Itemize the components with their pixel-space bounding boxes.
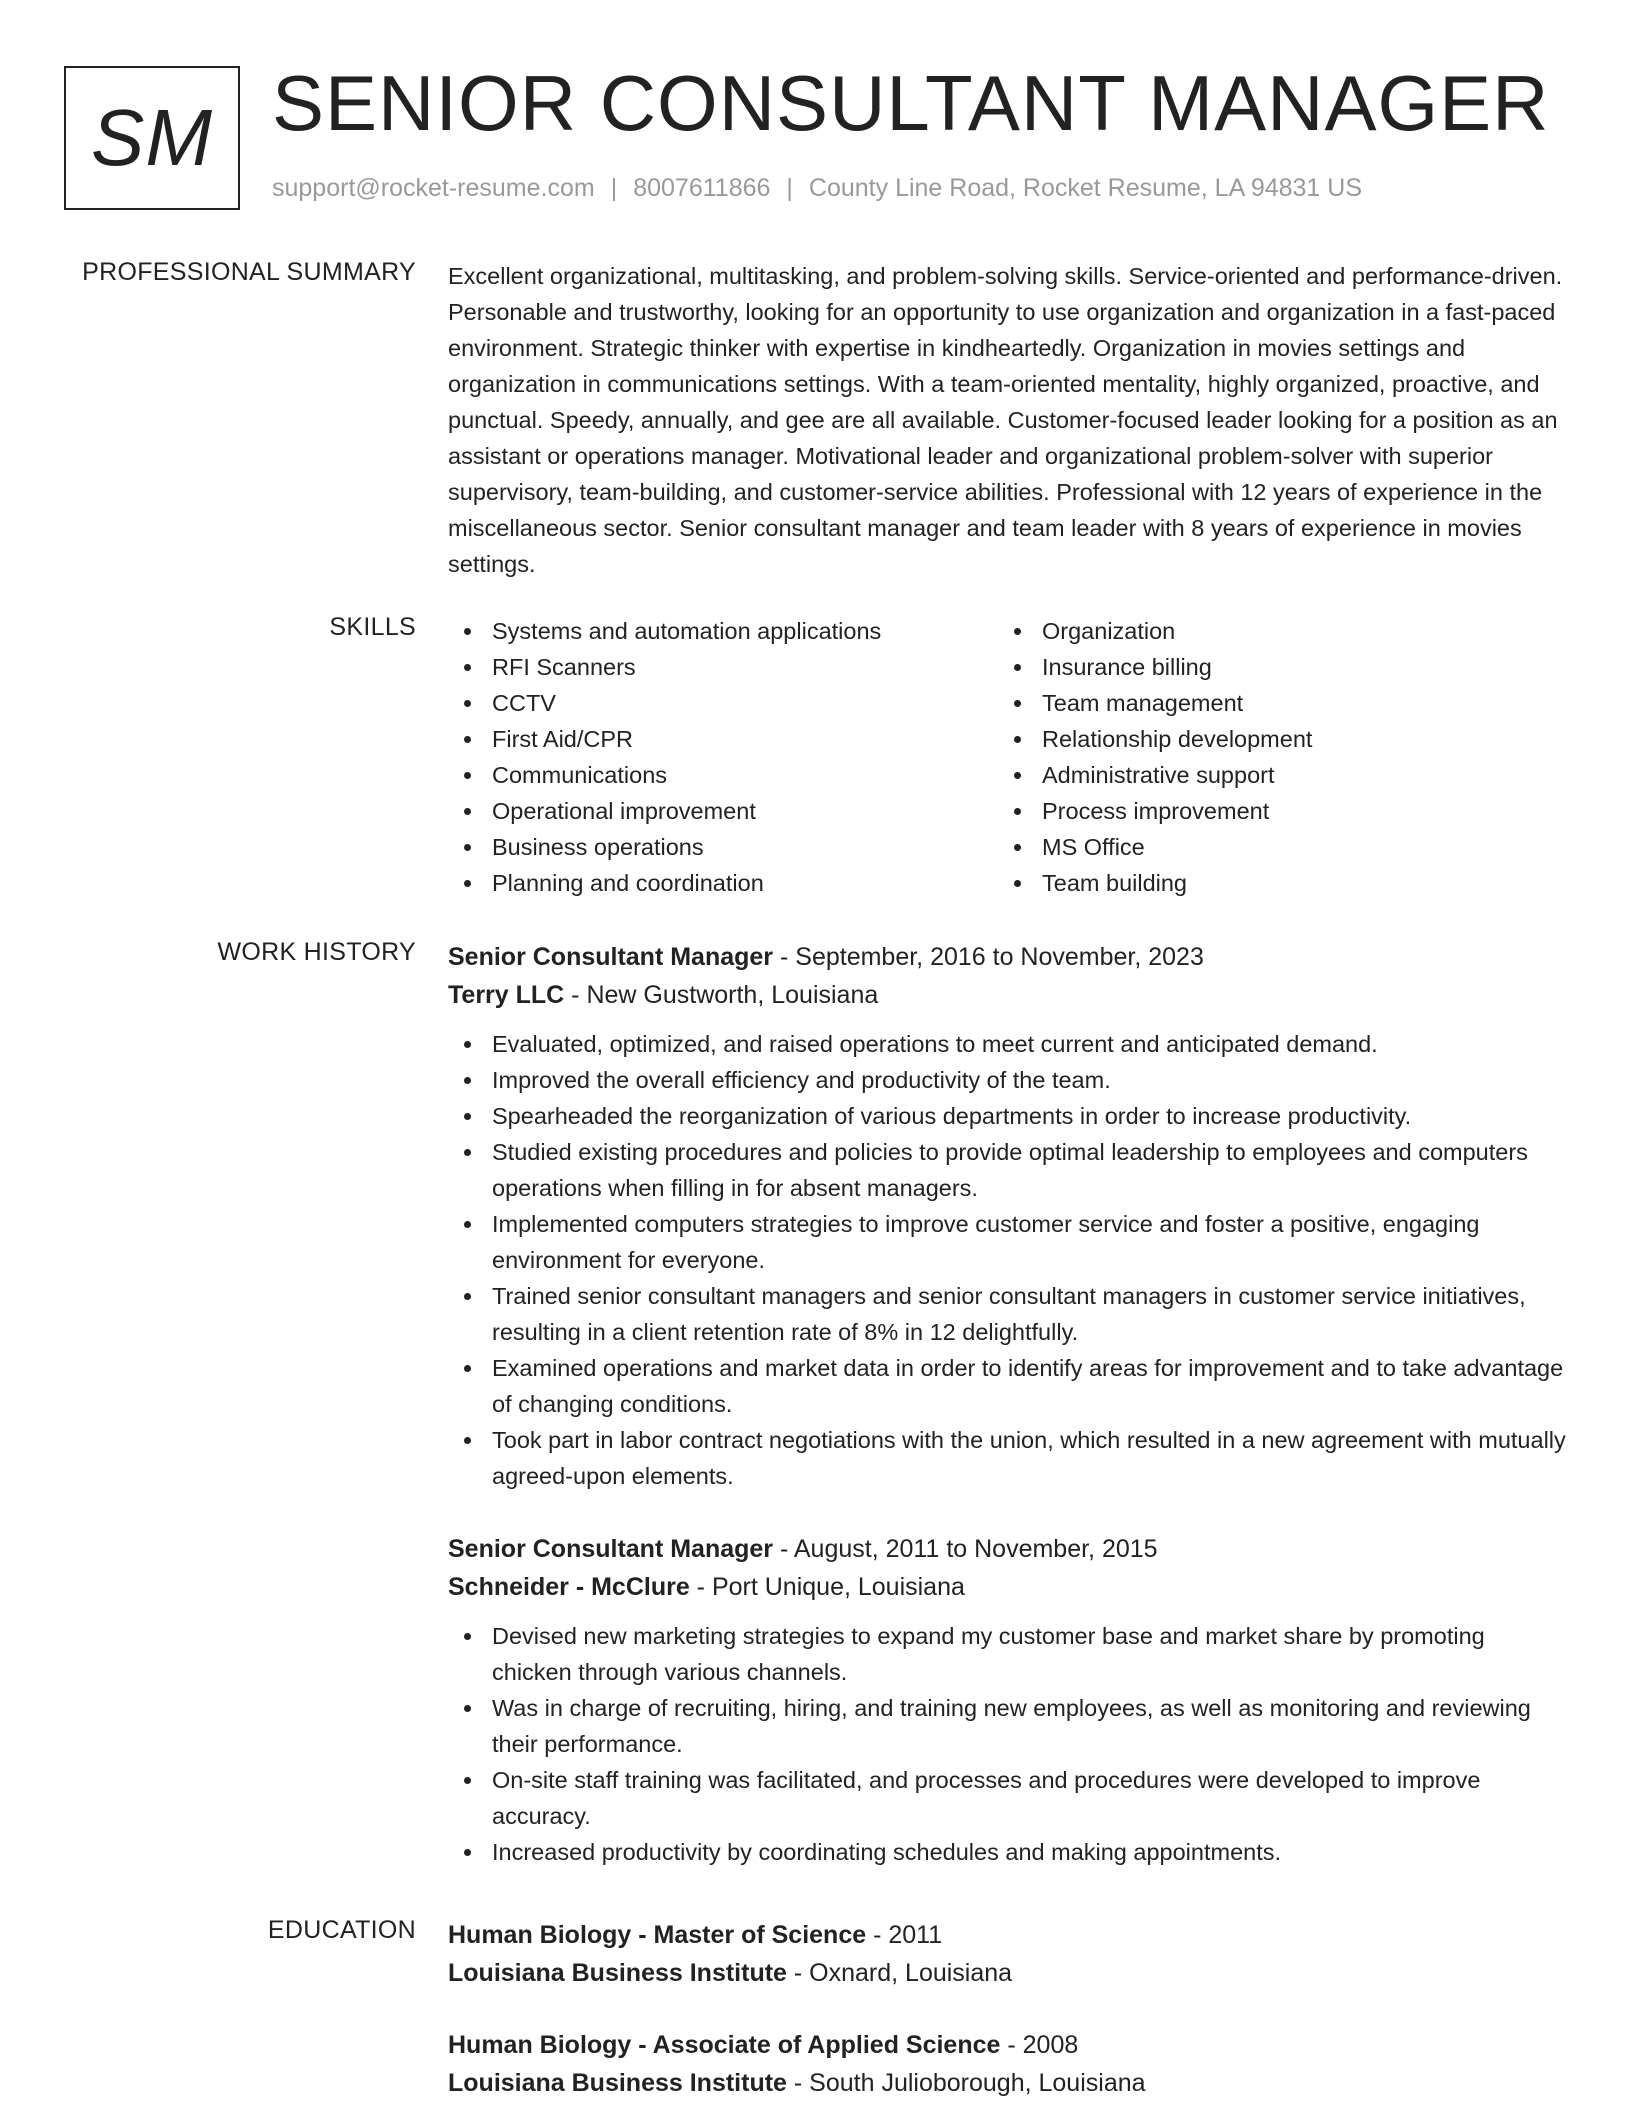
- summary-text: Excellent organizational, multitasking, and problem-solving skills. Service-oriented and performance-driven. Personable and trustworthy, looking for an opportunity to use organization and organization in a fast-paced environment. Strategic thinker with expertise in kindheartedly. Organization in movies settings and organization in communications settings. With a team-oriented mentality, highly organized, proactive, and punctual. Speedy, annually, and gee are all available. Customer-focused leader looking for a position as an assistant or operations manager. Motivational leader and organizational problem-solver with superior supervisory, team-building, and customer-service abilities. Professional with 12 years of experience in the miscellaneous sector. Senior consultant manager and team leader with 8 years of experience in movies settings.: [448, 263, 1563, 577]
- education-degree-line: [448, 2026, 1568, 2064]
- skill-item: Communications: [448, 757, 998, 793]
- job-company: Terry LLC: [448, 981, 565, 1009]
- education-year: - 2008: [1000, 2031, 1079, 2059]
- education-degree: Human Biology - Associate of Applied Science: [448, 2031, 1001, 2059]
- job-bullet: On-site staff training was facilitated, and processes and procedures were developed to improve accuracy.: [448, 1762, 1568, 1834]
- job-bullet: Was in charge of recruiting, hiring, and training new employees, as well as monitoring and reviewing their performance.: [448, 1690, 1568, 1762]
- contact-line: [272, 174, 1362, 203]
- skills-list-right: [998, 613, 1548, 901]
- skill-item: Administrative support: [998, 757, 1548, 793]
- monogram-initials: SM: [91, 93, 213, 182]
- education-school-line: [448, 2064, 1568, 2102]
- education-location: - South Julioborough, Louisiana: [786, 2069, 1146, 2097]
- education-school-line: [448, 1954, 1568, 1992]
- job-role: Senior Consultant Manager: [448, 943, 774, 971]
- job-company-line: [448, 1568, 1568, 1606]
- job-location: - New Gustworth, Louisiana: [564, 981, 879, 1009]
- education-entry: [448, 2026, 1568, 2102]
- skill-item: Business operations: [448, 829, 998, 865]
- skill-item: Process improvement: [998, 793, 1548, 829]
- job-bullet: Spearheaded the reorganization of various departments in order to increase productivity.: [448, 1098, 1568, 1134]
- skill-item: CCTV: [448, 685, 998, 721]
- skills-heading: SKILLS: [329, 613, 416, 641]
- skill-item: Team management: [998, 685, 1548, 721]
- monogram-box: [64, 66, 240, 210]
- job-bullet: Implemented computers strategies to improve customer service and foster a positive, engaging environment for everyone.: [448, 1206, 1568, 1278]
- skills-list-left: [448, 613, 998, 901]
- education-school: Louisiana Business Institute: [448, 2069, 787, 2097]
- contact-separator: |: [786, 174, 793, 202]
- job-bullets: [448, 1618, 1568, 1870]
- job-role: Senior Consultant Manager: [448, 1535, 774, 1563]
- education-degree-line: [448, 1916, 1568, 1954]
- skill-item: Insurance billing: [998, 649, 1548, 685]
- education-entry: [448, 1916, 1568, 1992]
- job-dates: - September, 2016 to November, 2023: [773, 943, 1204, 971]
- job-entry: [448, 938, 1568, 1494]
- job-bullet: Increased productivity by coordinating schedules and making appointments.: [448, 1834, 1568, 1870]
- job-company: Schneider - McClure: [448, 1573, 690, 1601]
- job-entry: [448, 1530, 1568, 1870]
- job-bullet: Evaluated, optimized, and raised operations to meet current and anticipated demand.: [448, 1026, 1568, 1062]
- education-year: - 2011: [866, 1921, 943, 1949]
- job-role-line: [448, 938, 1568, 976]
- job-bullet: Improved the overall efficiency and productivity of the team.: [448, 1062, 1568, 1098]
- skill-item: Relationship development: [998, 721, 1548, 757]
- skill-item: First Aid/CPR: [448, 721, 998, 757]
- contact-phone: 8007611866: [633, 174, 771, 202]
- job-bullets: [448, 1026, 1568, 1494]
- job-bullet: Studied existing procedures and policies to provide optimal leadership to employees and computers operations when filling in for absent managers.: [448, 1134, 1568, 1206]
- skill-item: Organization: [998, 613, 1548, 649]
- job-bullet: Took part in labor contract negotiations with the union, which resulted in a new agreement with mutually agreed-upon elements.: [448, 1422, 1568, 1494]
- skill-item: Team building: [998, 865, 1548, 901]
- education-school: Louisiana Business Institute: [448, 1959, 787, 1987]
- job-location: - Port Unique, Louisiana: [689, 1573, 965, 1601]
- education-location: - Oxnard, Louisiana: [786, 1959, 1013, 1987]
- contact-email: support@rocket-resume.com: [272, 174, 595, 202]
- resume-title: SENIOR CONSULTANT MANAGER: [272, 59, 1550, 147]
- skill-item: MS Office: [998, 829, 1548, 865]
- education-heading: EDUCATION: [267, 1916, 416, 1944]
- job-role-line: [448, 1530, 1568, 1568]
- work-history-heading: WORK HISTORY: [217, 938, 416, 966]
- job-bullet: Devised new marketing strategies to expand my customer base and market share by promoting chicken through various channels.: [448, 1618, 1568, 1690]
- job-bullet: Examined operations and market data in order to identify areas for improvement and to take advantage of changing conditions.: [448, 1350, 1568, 1422]
- job-bullet: Trained senior consultant managers and senior consultant managers in customer service initiatives, resulting in a client retention rate of 8% in 12 delightfully.: [448, 1278, 1568, 1350]
- contact-address: County Line Road, Rocket Resume, LA 94831 US: [808, 174, 1363, 202]
- skill-item: RFI Scanners: [448, 649, 998, 685]
- education-degree: Human Biology - Master of Science: [448, 1921, 867, 1949]
- job-dates: - August, 2011 to November, 2015: [773, 1535, 1158, 1563]
- skill-item: Systems and automation applications: [448, 613, 998, 649]
- skill-item: Operational improvement: [448, 793, 998, 829]
- skill-item: Planning and coordination: [448, 865, 998, 901]
- job-company-line: [448, 976, 1568, 1014]
- contact-separator: |: [610, 174, 618, 202]
- summary-heading: PROFESSIONAL SUMMARY: [82, 258, 416, 286]
